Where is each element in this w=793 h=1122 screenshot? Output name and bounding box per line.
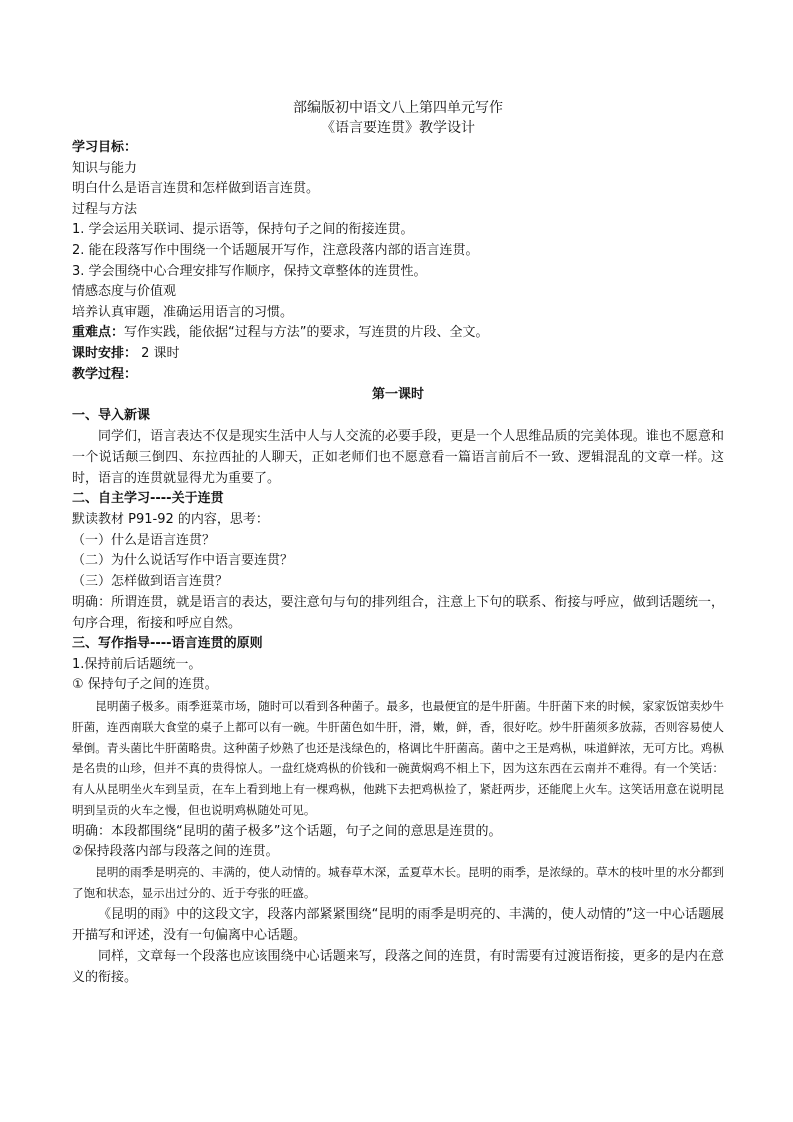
question-item: （三）怎样做到语言连贯？ (72, 573, 229, 589)
doc-title: 部编版初中语文八上第四单元写作 (293, 100, 503, 116)
example-passage: 昆明的雨季是明亮的、丰满的，使人动情的。城春草木深，孟夏草木长。昆明的雨季，是浓绿的。草木的枝叶里的水分都到了饱和状态，显示出过分的、近于夸张的旺盛。 (72, 865, 724, 901)
body-paragraph: 《昆明的雨》中的这段文字，段落内部紧紧围绕“昆明的雨季是明亮的、丰满的，使人动情的”这一中心话题展开描写和评述，没有一句偏离中心话题。 (72, 907, 724, 944)
principle-item: 1.保持前后话题统一。 (72, 656, 202, 672)
sub-principle: ① 保持句子之间的连贯。 (72, 677, 218, 693)
process-item: 1. 学会运用关联词、提示语等，保持句子之间的衔接连贯。 (72, 222, 414, 238)
process-item: 2. 能在段落写作中围绕一个话题展开写作，注意段落内部的语言连贯。 (72, 242, 479, 258)
answer-paragraph: 明确：本段都围绕“昆明的菌子极多”这个话题，句子之间的意思是连贯的。 (72, 823, 502, 839)
section-paragraph: 同学们，语言表达不仅是现实生活中人与人交流的必要手段，更是一个人思维品质的完美体现。谁也不愿意和一个说话颠三倒四、东拉西扯的人聊天，正如老师们也不愿意看一篇语言前后不一致、逻辑混乱的文章一样。这时，语言的连贯就显得尤为重要了。 (72, 429, 724, 487)
section-heading: 一、导入新课 (72, 407, 151, 423)
document-page (72, 98, 724, 988)
keypoint-text: 写作实践，能依据“过程与方法”的要求，写连贯的片段、全文。 (124, 325, 489, 341)
example-passage: 昆明菌子极多。雨季逛菜市场，随时可以看到各种菌子。最多，也最便宜的是牛肝菌。牛肝菌下来的时候，家家饭馆卖炒牛肝菌，连西南联大食堂的桌子上都可以有一碗。牛肝菌色如牛肝，滑，嫩，鲜，香，很好吃。炒牛肝菌须多放蒜，否则容易使人晕倒。青头菌比牛肝菌略贵。这种菌子炒熟了也还是浅绿色的，格调比牛肝菌高。菌中之王是鸡枞，味道鲜浓，无可方比。鸡枞是名贵的山珍，但并不真的贵得惊人。一盘红烧鸡枞的价钱和一碗黄焖鸡不相上下，因为这东西在云南并不难得。有一个笑话：有人从昆明坐火车到呈贡，在车上看到地上有一棵鸡枞，他跳下去把鸡枞捡了，紧赶两步，还能爬上火车。这笑话用意在说明昆明到呈贡的火车之慢，但也说明鸡枞随处可见。 (72, 699, 724, 818)
hours-line (72, 344, 724, 365)
goals-heading: 学习目标： (72, 140, 138, 155)
process-heading: 过程与方法 (72, 201, 138, 217)
keypoint-line (72, 323, 724, 344)
section-heading: 二、自主学习----关于连贯 (72, 491, 224, 507)
keypoint-label: 重难点： (72, 325, 125, 341)
lesson-heading: 第一课时 (371, 387, 424, 403)
sub-principle: ②保持段落内部与段落之间的连贯。 (72, 843, 279, 859)
question-item: （二）为什么说话写作中语言要连贯？ (72, 553, 294, 569)
hours-label: 课时安排： (72, 345, 138, 361)
knowledge-heading: 知识与能力 (72, 160, 138, 176)
doc-subtitle: 《语言要连贯》教学设计 (321, 120, 475, 136)
question-item: （一）什么是语言连贯？ (72, 532, 216, 548)
knowledge-text: 明白什么是语言连贯和怎样做到语言连贯。 (72, 181, 320, 197)
body-paragraph: 同样，文章每一个段落也应该围绕中心话题来写，段落之间的连贯，有时需要有过渡语衔接，更多的是内在意义的衔接。 (72, 949, 724, 986)
hours-text: 2 课时 (137, 345, 180, 361)
emotion-text: 培养认真审题，准确运用语言的习惯。 (72, 304, 294, 320)
section-intro: 默读教材 P91-92 的内容，思考： (72, 511, 269, 527)
section-heading: 三、写作指导----语言连贯的原则 (72, 636, 263, 652)
answer-paragraph: 明确：所谓连贯，就是语言的表达，要注意句与句的排列组合，注意上下句的联系、衔接与呼应，做到话题统一，句序合理，衔接和呼应自然。 (72, 595, 724, 632)
process-label: 教学过程： (72, 366, 138, 382)
emotion-heading: 情感态度与价值观 (72, 284, 177, 300)
process-item: 3. 学会围绕中心合理安排写作顺序，保持文章整体的连贯性。 (72, 263, 427, 279)
